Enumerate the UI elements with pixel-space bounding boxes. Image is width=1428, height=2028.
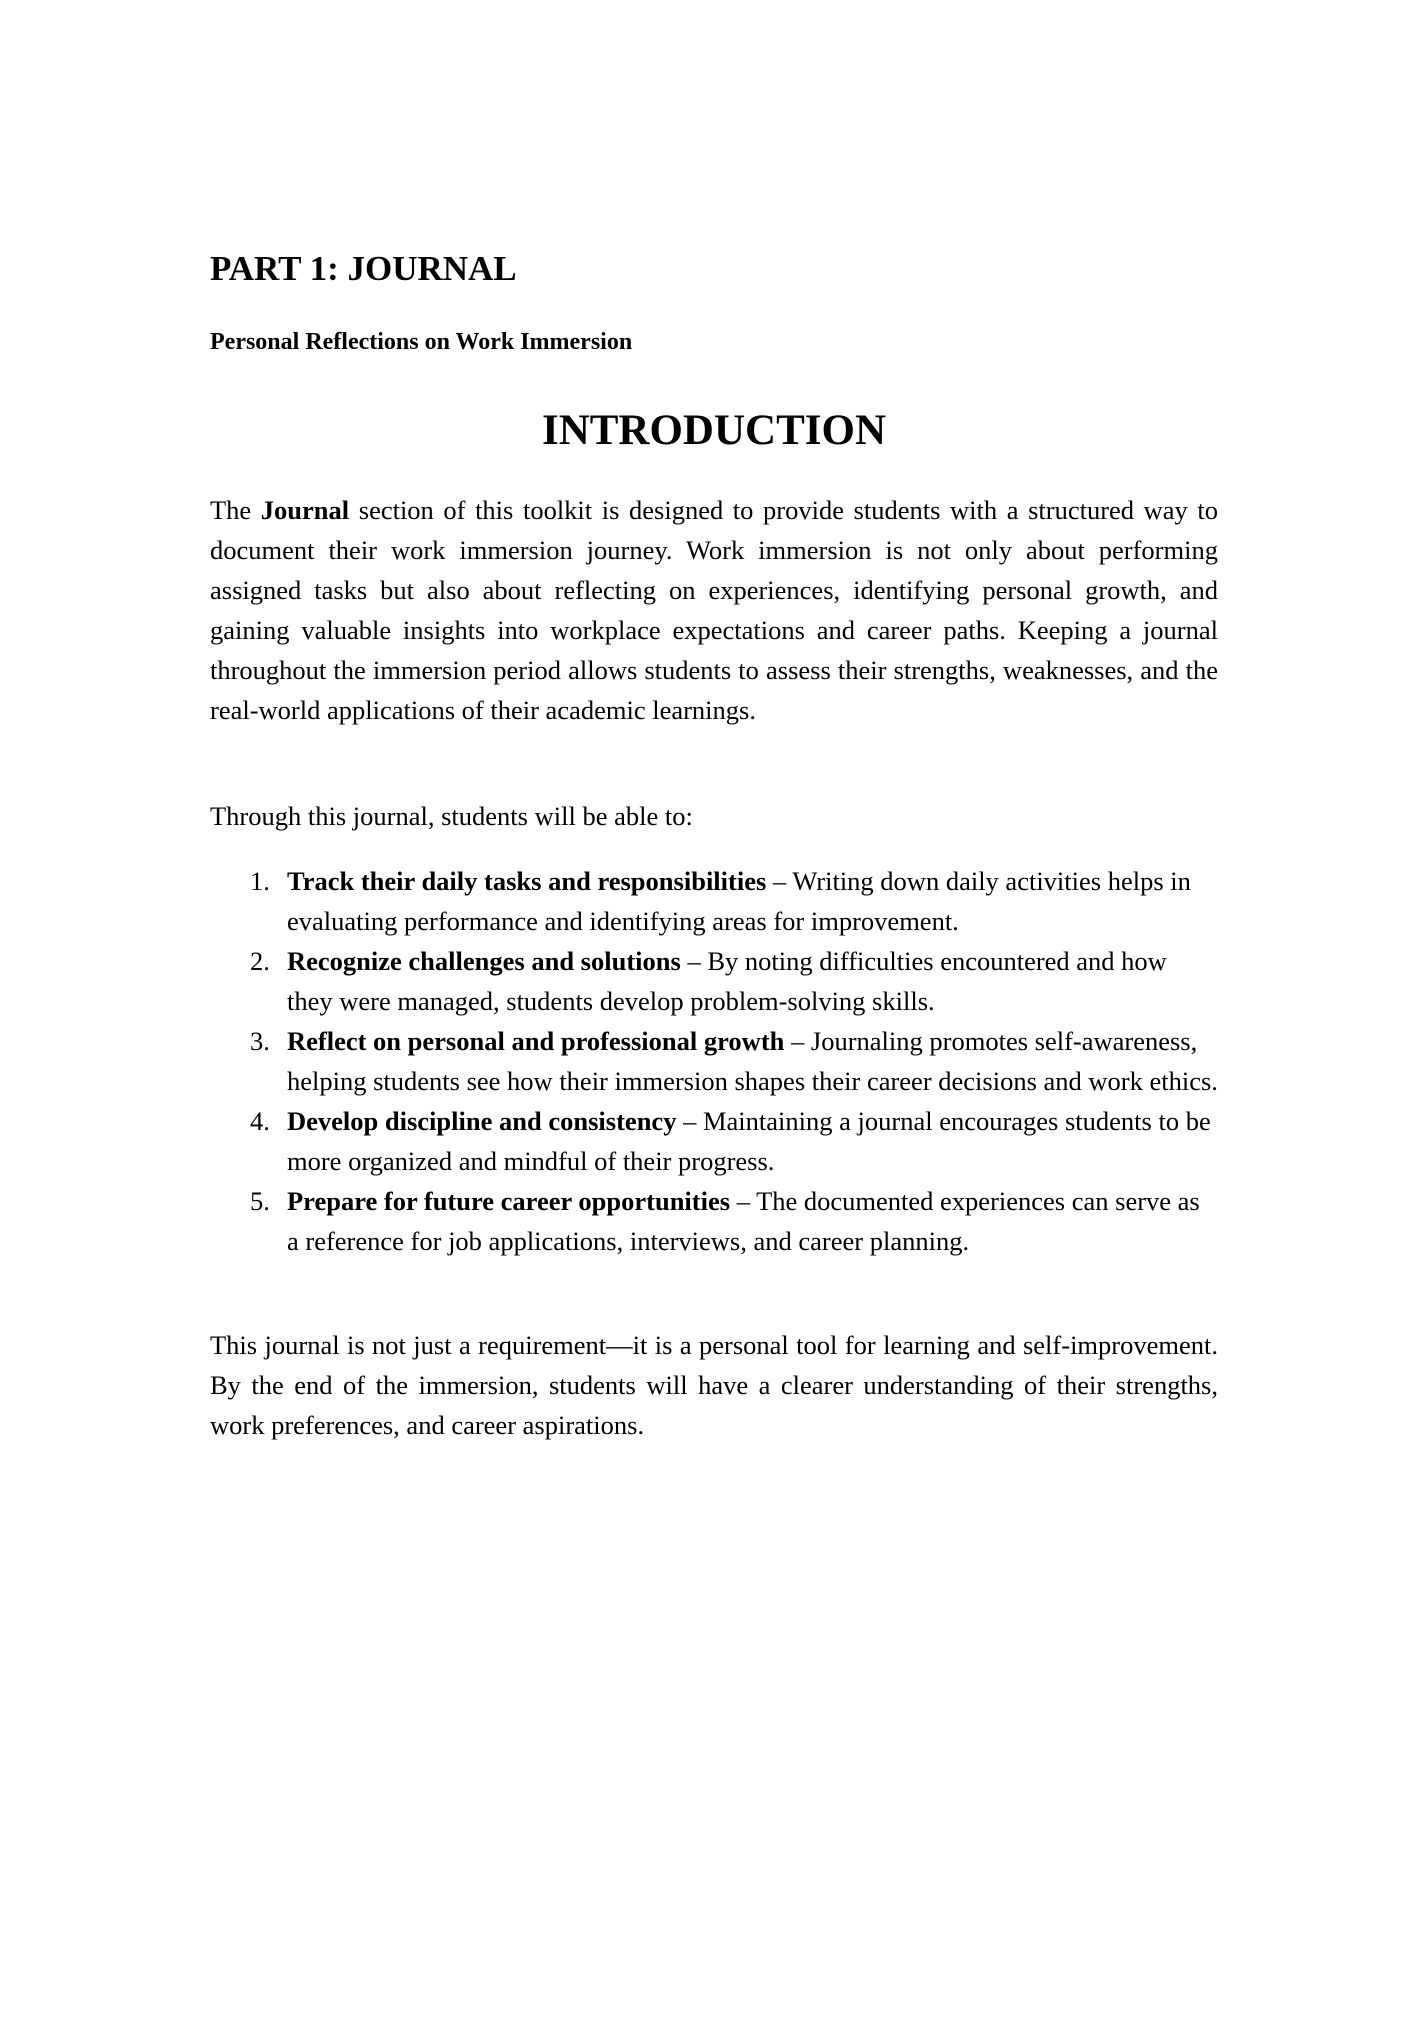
list-item [210,941,1218,1021]
list-item-text [287,1101,1218,1181]
list-item-title: Prepare for future career opportunities [287,1186,731,1216]
intro-prefix: The [210,495,261,525]
list-item-number: 4. [250,1106,270,1136]
list-item [210,1181,1218,1261]
list-item-text [287,941,1218,1021]
intro-body: section of this toolkit is designed to provide students with a structured way to document their work immersion journey. Work immersion is not only about performing assigned tasks but also about reflecting on experiences, identifying personal growth, and gaining valuable insights into workplace expectations and career paths. Keeping a journal throughout the immersion period allows students to assess their strengths, weaknesses, and the real-world applications of their academic learnings. [210,495,1218,725]
list-item-title: Recognize challenges and solutions [287,946,681,976]
closing-paragraph: This journal is not just a requirement—it is a personal tool for learning and self-improvement. By the end of the immersion, students will have a clearer understanding of their strengths, work preferences, and career aspirations. [210,1330,1218,1440]
list-item-number: 5. [250,1186,270,1216]
list-item [210,1101,1218,1181]
list-item-description: – Writing down daily activities helps in evaluating performance and identifying areas for improvement. [287,866,1191,936]
list-item-title: Develop discipline and consistency [287,1106,677,1136]
list-item-description: – By noting difficulties encountered and how they were managed, students develop problem-solving skills. [287,946,1167,1016]
intro-paragraph [210,490,1218,730]
list-lead-in: Through this journal, students will be able to: [210,801,693,831]
list-item-number: 3. [250,1026,270,1056]
list-item-text [287,1021,1218,1101]
list-item-description: – Journaling promotes self-awareness, helping students see how their immersion shapes their career decisions and work ethics. [287,1026,1218,1096]
part-title: PART 1: JOURNAL [210,249,517,288]
list-item-number: 1. [250,866,270,896]
list-item [210,861,1218,941]
objectives-list [210,861,1218,1261]
list-item-number: 2. [250,946,270,976]
section-subtitle: Personal Reflections on Work Immersion [210,329,633,355]
list-item-description: – Maintaining a journal encourages students to be more organized and mindful of their progress. [287,1106,1211,1176]
list-item-text [287,861,1218,941]
list-item-title: Track their daily tasks and responsibilities [287,866,767,896]
introduction-heading: INTRODUCTION [541,407,887,454]
list-item-description: – The documented experiences can serve as a reference for job applications, interviews, and career planning. [287,1186,1200,1256]
list-item [210,1021,1218,1101]
journal-term: Journal [260,495,350,525]
list-item-title: Reflect on personal and professional growth [287,1026,785,1056]
list-item-text [287,1181,1218,1261]
